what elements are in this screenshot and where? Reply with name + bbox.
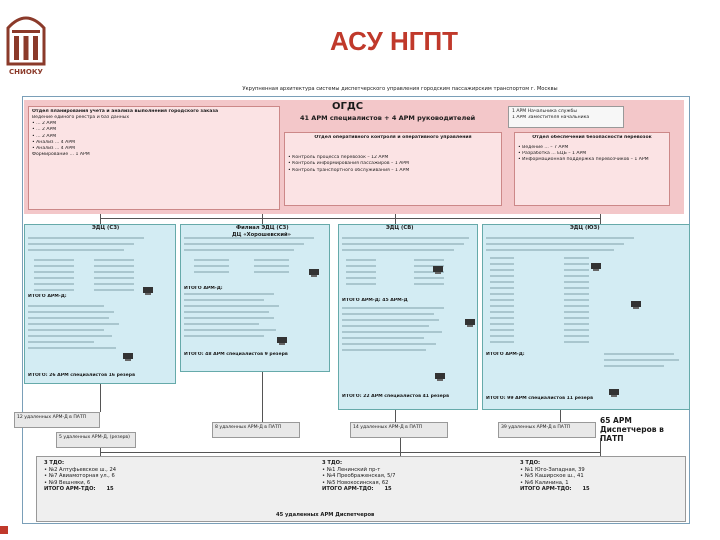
computer-icon xyxy=(308,268,320,278)
connector xyxy=(100,452,600,453)
tdo-total xyxy=(520,486,680,493)
dept-control-line: • Контроль информирования пассажиров – 1 АРМ xyxy=(288,161,410,167)
computer-icon xyxy=(276,336,288,346)
page-title: АСУ НГПТ xyxy=(330,26,459,56)
edc-1-total: ИТОГО: 26 АРМ специалистов 16 резерв xyxy=(28,373,135,378)
tdo-group-3 xyxy=(520,460,680,493)
tdo-total-label: ИТОГО АРМ-ТДО: xyxy=(322,486,374,493)
edc-2-subtitle: ДЦ «Хорошевский» xyxy=(232,232,291,238)
connector xyxy=(100,448,101,456)
computer-icon xyxy=(464,318,476,328)
connector xyxy=(262,214,263,224)
tdo-total-value: 15 xyxy=(384,486,392,493)
dept-planning-line: Формирование ... 1 АРМ xyxy=(32,152,90,158)
remote-arm-big: 65 АРМ Диспетчеров в ПАТП xyxy=(600,416,664,443)
connector xyxy=(100,214,101,224)
computer-icon xyxy=(590,262,602,272)
remote-arm-2: 8 удаленных АРМ-Д в ПАТП xyxy=(212,422,300,438)
ogds-staff: 41 АРМ специалистов + 4 АРМ руководителей xyxy=(300,114,476,122)
tdo-group-2 xyxy=(322,460,502,493)
dept-control-line: • Контроль процесса перевозок – 12 АРМ xyxy=(288,155,389,161)
footer-total: 45 удаленных АРМ Диспетчеров xyxy=(276,512,375,518)
tdo-total-value: 15 xyxy=(106,486,114,493)
edc-3-title: ЭДЦ (СВ) xyxy=(386,225,414,231)
dept-control-line: • Контроль транспортного обслуживания – 1 АРМ xyxy=(288,167,410,173)
remote-arm-extra: 5 удаленных АРМ-Д, (резерв) xyxy=(56,432,136,448)
dept-planning-line: • ... 2 АРМ xyxy=(32,127,57,133)
dept-planning-line: • Анализ ... 4 АРМ xyxy=(32,146,76,152)
tdo-title: 3 ТДО: xyxy=(520,460,541,466)
ogds-note-1: 1 АРМ Начальника службы xyxy=(512,109,577,114)
logo-text: СНИОКУ xyxy=(9,68,43,76)
tdo-item: • №4 Преображенская, 5/7 xyxy=(322,473,396,480)
dept-planning-title: Отдел планирования учета и анализа выполнения городского заказа xyxy=(32,109,219,114)
connector xyxy=(262,372,263,422)
tdo-item: • №1 Ленинский пр-т xyxy=(322,466,381,473)
tdo-total xyxy=(44,486,244,493)
edc-2-title: Филиал ЭДЦ (СЗ) xyxy=(236,225,289,231)
corner-decoration xyxy=(0,526,8,534)
edc-2-total: ИТОГО: 48 АРМ специалистов 9 резерв xyxy=(184,352,288,357)
computer-icon xyxy=(434,372,446,382)
dept-control xyxy=(284,132,502,206)
dept-planning xyxy=(28,106,280,210)
tdo-item: • №6 Калинина, 1 xyxy=(520,479,569,486)
dept-planning-line: Ведение единого реестра и баз данных xyxy=(32,115,130,120)
dept-safety-title: Отдел обеспечения безопасности перевозок xyxy=(532,135,652,140)
computer-icon xyxy=(122,352,134,362)
tdo-group-1 xyxy=(44,460,244,493)
computer-icon xyxy=(630,300,642,310)
connector xyxy=(100,384,101,412)
edc-4-itogo: ИТОГО АРМ-Д: xyxy=(486,352,525,357)
dept-planning-line: • ... 2 АРМ xyxy=(32,133,57,139)
diagram-subtitle: Укрупненная архитектура системы диспетчерского управления городским пассажирским транспортом г. Москвы xyxy=(242,86,558,92)
edc-4-title: ЭДЦ (ЮЗ) xyxy=(570,225,600,231)
tdo-total-label: ИТОГО АРМ-ТДО: xyxy=(520,486,572,493)
edc-1-title: ЭДЦ (СЗ) xyxy=(92,225,120,231)
remote-arm-3: 14 удаленных АРМ-Д в ПАТП xyxy=(350,422,448,438)
connector xyxy=(600,438,601,456)
tdo-item: • №9 Вешняки, 6 xyxy=(44,479,91,486)
tdo-item: • №5 Каширское ш., 41 xyxy=(520,473,584,480)
edc-2-itogo: ИТОГО АРМ-Д: xyxy=(184,286,223,291)
ogds-notes xyxy=(508,106,624,128)
tdo-item: • №7 Авиамоторная ул., 6 xyxy=(44,473,115,480)
dept-safety-line: • Информационная поддержка перевозчиков – 1 АРМ xyxy=(518,157,649,163)
computer-icon xyxy=(432,265,444,275)
tdo-total-value: 15 xyxy=(582,486,590,493)
dept-safety-line: • Ведение ... – 7 АРМ xyxy=(518,145,569,150)
tdo-title: 3 ТДО: xyxy=(44,460,65,466)
connector xyxy=(560,410,561,422)
computer-icon xyxy=(142,286,154,296)
ogds-title: ОГДС xyxy=(332,101,364,112)
dept-safety-line: • Разработка ... ЕЦБ – 1 АРМ xyxy=(518,151,587,157)
dept-control-title: Отдел оперативного контроля и оперативного управления xyxy=(314,135,472,140)
dept-planning-line: • ... 2 АРМ xyxy=(32,121,57,127)
connector xyxy=(395,410,396,422)
tdo-item: • №2 Алтуфьевское ш., 24 xyxy=(44,466,117,473)
ogds-note-2: 1 АРМ Заместителя начальника xyxy=(512,115,590,121)
tdo-item: • №5 Новокосинская, 62 xyxy=(322,479,389,486)
dept-safety xyxy=(514,132,670,206)
remote-arm-1: 12 удаленных АРМ-Д в ПАТП xyxy=(14,412,100,428)
connector xyxy=(395,214,396,224)
remote-arm-4: 39 удаленных АРМ-Д в ПАТП xyxy=(498,422,596,438)
edc-4-total: ИТОГО: 99 АРМ специалистов 11 резерв xyxy=(486,396,593,401)
tdo-item: • №1 Юго-Западная, 39 xyxy=(520,466,585,473)
connector xyxy=(400,438,401,456)
tdo-total xyxy=(322,486,502,493)
logo xyxy=(4,6,48,86)
dept-planning-line: • Анализ ... 4 АРМ xyxy=(32,139,76,145)
connector xyxy=(100,218,600,219)
tdo-total-label: ИТОГО АРМ-ТДО: xyxy=(44,486,96,493)
edc-3-itogo: ИТОГО АРМ-Д: 45 АРМ-Д xyxy=(342,298,408,303)
edc-3-total: ИТОГО: 22 АРМ специалистов 41 резерв xyxy=(342,394,449,399)
tdo-title: 3 ТДО: xyxy=(322,460,343,466)
edc-1-itogo: ИТОГО АРМ-Д: xyxy=(28,294,67,299)
logo-building-icon xyxy=(4,6,48,66)
connector xyxy=(600,214,601,224)
